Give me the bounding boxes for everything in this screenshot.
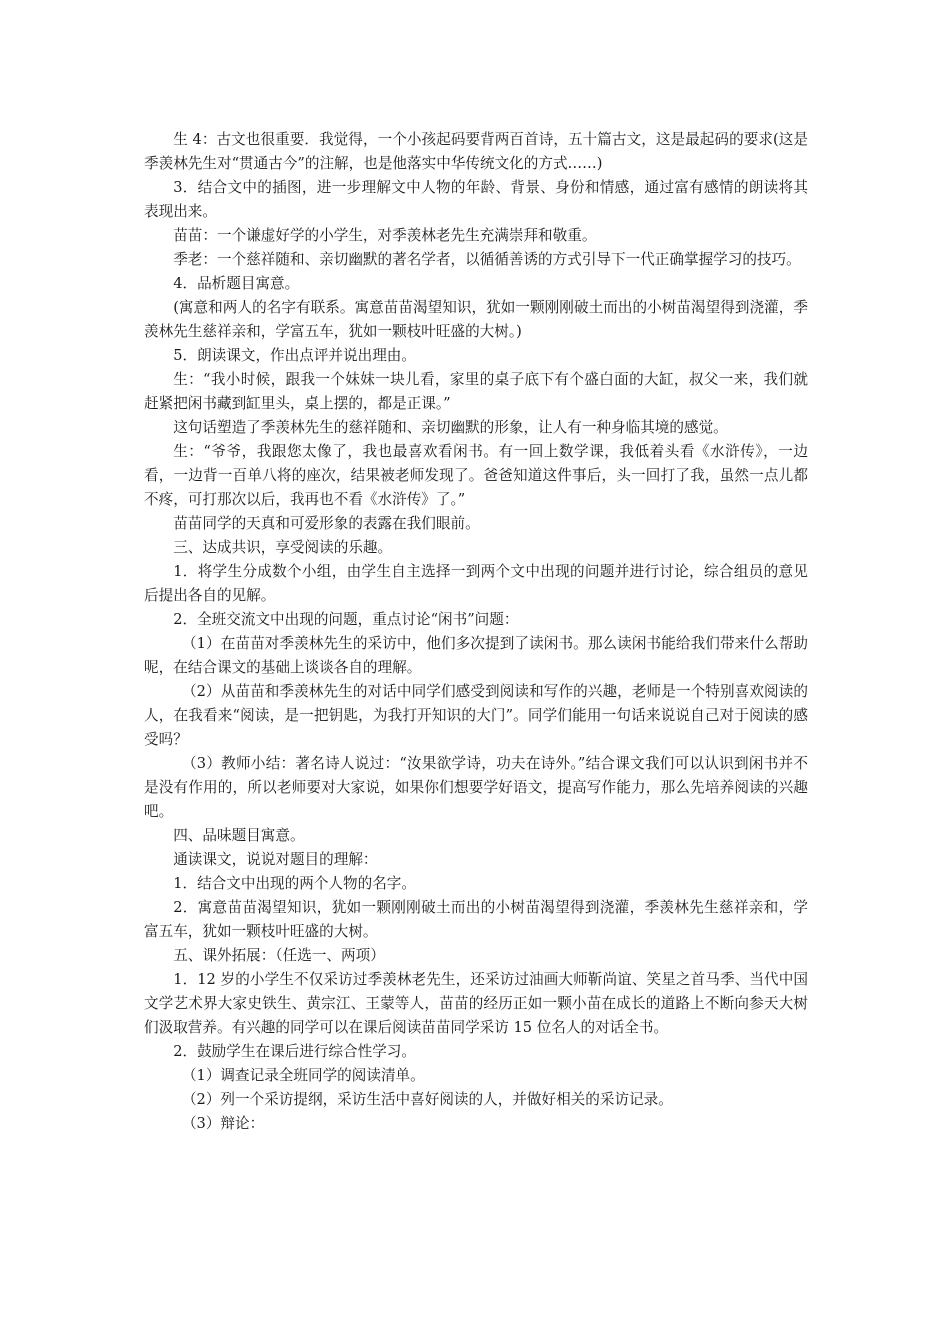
paragraph-sub-3: （3）教师小结：著名诗人说过：“汝果欲学诗，功夫在诗外。”结合课文我们可以认识到闲书并不是没有作用的，所以老师要对大家说，如果你们想要学好语文，提高写作能力，那么先培养阅读的兴趣吧。 [144, 755, 808, 820]
paragraph-student-quote-2: 生：“爷爷，我跟您太像了，我也最喜欢看闲书。有一回上数学课，我低着头看《水浒传》，一边看，一边背一百单八将的座次，结果被老师发现了。爸爸知道这件事后，头一回打了我，虽然一点儿都不疼，可打那次以后，我再也不看《水浒传》了。” [144, 443, 808, 508]
paragraph-step3-illustration: 3．结合文中的插图，进一步理解文中人物的年龄、背景、身份和情感，通过富有感情的朗读将其表现出来。 [144, 179, 808, 220]
paragraph-sub-2: （2）从苗苗和季羡林先生的对话中同学们感受到阅读和写作的兴趣，老师是一个特别喜欢阅读的人，在我看来“阅读，是一把钥匙，为我打开知识的大门”。同学们能用一句话来说说自己对于阅读的感受吗？ [144, 683, 808, 748]
paragraph-extension-sub-1: （1）调查记录全班同学的阅读清单。 [181, 1067, 425, 1084]
paragraph-names: 1．结合文中出现的两个人物的名字。 [173, 875, 416, 892]
paragraph-extension-1: 1．12 岁的小学生不仅采访过季羡林老先生，还采访过油画大师靳尚谊、笑星之首马季、当代中国文学艺术界大家史铁生、黄宗江、王蒙等人，苗苗的经历正如一颗小苗在成长的道路上不断向参天大树们汲取营养。有兴趣的同学可以在课后阅读苗苗同学采访 15 位名人的对话全书。 [144, 971, 808, 1036]
paragraph-meaning: 2．寓意苗苗渴望知识，犹如一颗刚刚破土而出的小树苗渴望得到浇灌，季羡林先生慈祥亲和，学富五车，犹如一颗枝叶旺盛的大树。 [144, 899, 808, 940]
paragraph-miaomiao-desc: 苗苗：一个谦虚好学的小学生，对季羡林老先生充满崇拜和敬重。 [173, 227, 597, 244]
paragraph-comment-2: 苗苗同学的天真和可爱形象的表露在我们眼前。 [173, 515, 480, 532]
section-heading-4: 四、品味题目寓意。 [173, 827, 305, 844]
paragraph-extension-sub-2: （2）列一个采访提纲，采访生活中喜好阅读的人，并做好相关的采访记录。 [181, 1091, 673, 1108]
paragraph-class-exchange: 2．全班交流文中出现的问题，重点讨论“闲书”问题： [173, 611, 519, 628]
paragraph-read-through: 通读课文，说说对题目的理解： [173, 851, 378, 868]
paragraph-jilao-desc: 季老：一个慈祥随和、亲切幽默的著名学者，以循循善诱的方式引导下一代正确掌握学习的技巧。 [173, 251, 801, 268]
section-heading-5: 五、课外拓展：（任选一、两项） [173, 947, 385, 964]
paragraph-step5-read-aloud: 5．朗读课文，作出点评并说出理由。 [173, 347, 416, 364]
paragraph-group-discussion: 1．将学生分成数个小组，由学生自主选择一到两个文中出现的问题并进行讨论，综合组员的意见后提出各自的见解。 [144, 563, 808, 604]
paragraph-title-meaning-note: (寓意和两人的名字有联系。寓意苗苗渴望知识，犹如一颗刚刚破土而出的小树苗渴望得到浇灌，季羡林先生慈祥亲和，学富五车，犹如一颗枝叶旺盛的大树。) [144, 299, 808, 340]
paragraph-extension-2: 2．鼓励学生在课后进行综合性学习。 [173, 1043, 416, 1060]
paragraph-comment-1: 这句话塑造了季羡林先生的慈祥随和、亲切幽默的形象，让人有一种身临其境的感觉。 [173, 419, 728, 436]
paragraph-extension-sub-3: （3）辩论： [181, 1115, 265, 1132]
section-heading-3: 三、达成共识，享受阅读的乐趣。 [173, 539, 393, 556]
paragraph-student-quote-1: 生：“我小时候，跟我一个妹妹一块儿看，家里的桌子底下有个盛白面的大缸，叔父一来，我们就赶紧把闲书藏到缸里头，桌上摆的，都是正课。” [144, 371, 808, 412]
paragraph-step4-title-meaning: 4．品析题目寓意。 [173, 275, 300, 292]
paragraph-student4-classics: 生 4：古文也很重要．我觉得，一个小孩起码要背两百首诗，五十篇古文，这是最起码的要求(这是季羡林先生对“贯通古今”的注解，也是他落实中华传统文化的方式……) [144, 131, 808, 172]
document-page [144, 128, 808, 1136]
paragraph-sub-1: （1）在苗苗对季羡林先生的采访中，他们多次提到了读闲书。那么读闲书能给我们带来什么帮助呢，在结合课文的基础上谈谈各自的理解。 [144, 635, 808, 676]
